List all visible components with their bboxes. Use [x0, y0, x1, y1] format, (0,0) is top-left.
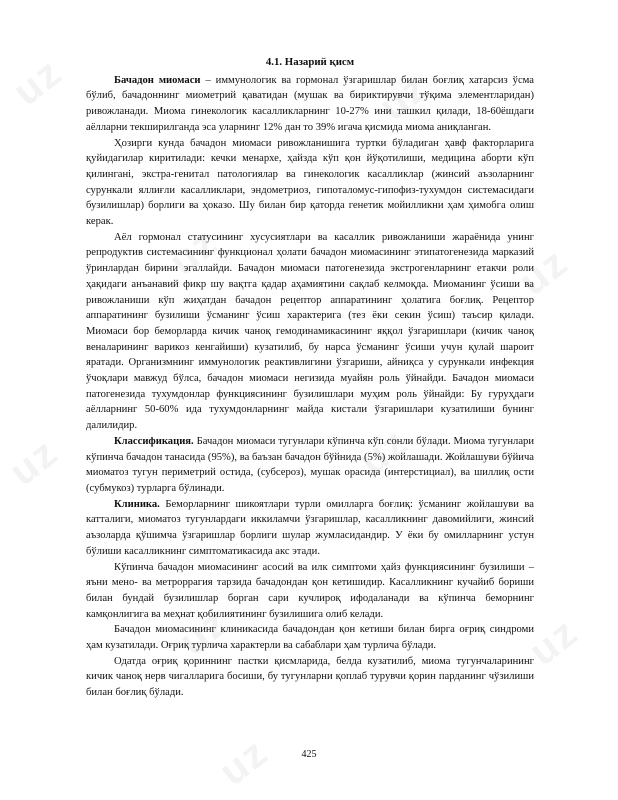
paragraph-text: Бачадон миомасининг клиникасида бачадондан қон кетиши билан бирга оғриқ синдроми ҳам кузатилади. Оғриқ турлича характерли ва сабаблари ҳам турлича бўлади.	[86, 624, 534, 652]
paragraph-text: Аёл гормонал статусининг хусусиятлари ва касаллик ривожланиши жараёнида унинг репродуктив системасининг функционал ҳолати бачадон миомасининг этипатогенезида марказий ўринлардан бирини эгаллайди. Бачадон миомаси патогенезида экстрогенларнинг етакчи роли ҳақидаги анъанавий фикр шу вақтга қадар аҳамиятини сақлаб келмоқда. Миоманинг ўсиши ва ривожланиши кўп жиҳатдан бачадон рецептор аппаратининг ҳолатига боғлиқ. Рецептор аппаратининг бузилиши ўсманинг ўсиш характерига (тез ёки секин ўсиш) таъсир қилади. Миомаси бор беморларда кичик чаноқ гемодинамикасининг яққол ўзгаришлари (кичик чаноқ веналарининг варикоз кенгайиши) кузатилиб, бу нарса ўсманинг ўсиши учун қулай шароит яратади. Организмнинг иммунологик реактивлигини ўзгариши, айниқса у сурункали инфекция ўчоқлари мавжуд бўлса, бачадон миомаси негизида муайян роль ўйнайди. Бачадон миомаси патогенезида тухумдонлар функциясининг бузилишлари муҳим роль ўйнайди: Бу гуруҳдаги аёлларнинг 50-60% ида тухумдонларнинг майда кистали ўзгаришлари кузатилиши бунинг далилидир.	[86, 231, 534, 432]
paragraph-text: Ҳозирги кунда бачадон миомаси ривожланишига туртки бўладиган ҳавф факторларига қуйидагилар киритилади: кечки менархе, ҳайзда кўп қон йўқотилиши, медицина аборти кўп қилинганi, экстра-генитал патологиялар ва гинекологик касалликлар (жинсий аъзоларнинг сурункали яллиғли касалликлари, эндометриоз, гипоталомус-гипофиз-тухумдон системасидаги бузилишлар) борлиги ва ҳоказо. Шу билан бир қаторда генетик мойилликни ҳам ҳимобга олиш керак.	[86, 137, 534, 228]
paragraph-lead: Бачадон миомаси	[114, 74, 201, 86]
page-body	[86, 55, 534, 701]
watermark: uz	[1, 429, 67, 495]
watermark: uz	[171, 599, 237, 665]
watermark: uz	[161, 219, 227, 285]
paragraph	[86, 560, 534, 623]
paragraph-lead: Классификация.	[114, 435, 194, 447]
watermark: uz	[371, 64, 437, 130]
paragraph-text: Беморларнинг шикоятлари турли омилларга боғлиқ: ўсманинг жойлашуви ва катталиги, миоматоз тугунлардаги иккиламчи ўзгаришлар, касалликнинг давомийлиги, жинсий аъзоларда қўшимча ўзгаришлар борлиги шулар жумласидандир. У ёки бу омилларнинг устун бўлиши касалликнинг симптоматикасида акс этади.	[86, 498, 534, 557]
watermark: uz	[5, 49, 71, 115]
watermark: uz	[211, 729, 277, 795]
watermark: uz	[521, 609, 587, 675]
paragraph-lead: Клиника.	[114, 498, 160, 510]
paragraph	[86, 73, 534, 136]
paragraph	[86, 230, 534, 434]
paragraph	[86, 622, 534, 653]
paragraph	[86, 497, 534, 560]
paragraph-text: Бачадон миомаси тугунлари кўпинча кўп сонли бўлади. Миома тугунлари кўпинча бачадон танасида (95%), ва баъзан бачадон бўйнида (5%) жойлашади. Жойлашуви бўйича миоматоз тугун периметрий остида, (субсероз), мушак орасида (интерстициал), ва шиллиқ ости (субмукоз) турларга бўлинади.	[86, 435, 534, 494]
paragraph-text: Одатда оғриқ қориннинг пастки қисмларида, белда кузатилиб, миома тугунчаларининг кичик чаноқ нерв чигалларига босиши, бу тугунларни қоплаб турувчи қорин парданинг чўзилиши билан боғлиқ бўлади.	[86, 655, 534, 699]
paragraph	[86, 654, 534, 701]
page-number: 425	[301, 749, 317, 760]
section-heading: 4.1. Назарий қисм	[265, 56, 355, 68]
paragraph-text: Кўпинча бачадон миомасининг асосий ва илк симптоми ҳайз функциясининг бузилиши – яъни мено- ва метроррагия тарзида бачадондан қон кетишидир. Касалликнинг кучайиб бориши билан бундай бузилишлар борган сари кучлироқ ифодаланади ва кўпинча беморнинг камқонлигига ва меҳнат қобилиятининг бузилишига олиб келади.	[86, 561, 534, 620]
watermark: uz	[511, 239, 577, 305]
watermark: uz	[351, 419, 417, 485]
paragraph-text: – иммунологик ва гормонал ўзгаришлар билан боғлиқ хатарсиз ўсма бўлиб, бачадоннинг миометрий қаватидан (мушак ва бириктирувчи тўқима элементларидан) ривожланади. Миома гинекологик касалликларнинг 10-27% ини ташкил қилади, 18-60ёшдаги аёлларни текширилганда эса уларнинг 12% дан то 39% игача қисмида миома аниқланган.	[86, 74, 535, 133]
paragraph	[86, 136, 534, 230]
paragraph	[86, 434, 534, 497]
